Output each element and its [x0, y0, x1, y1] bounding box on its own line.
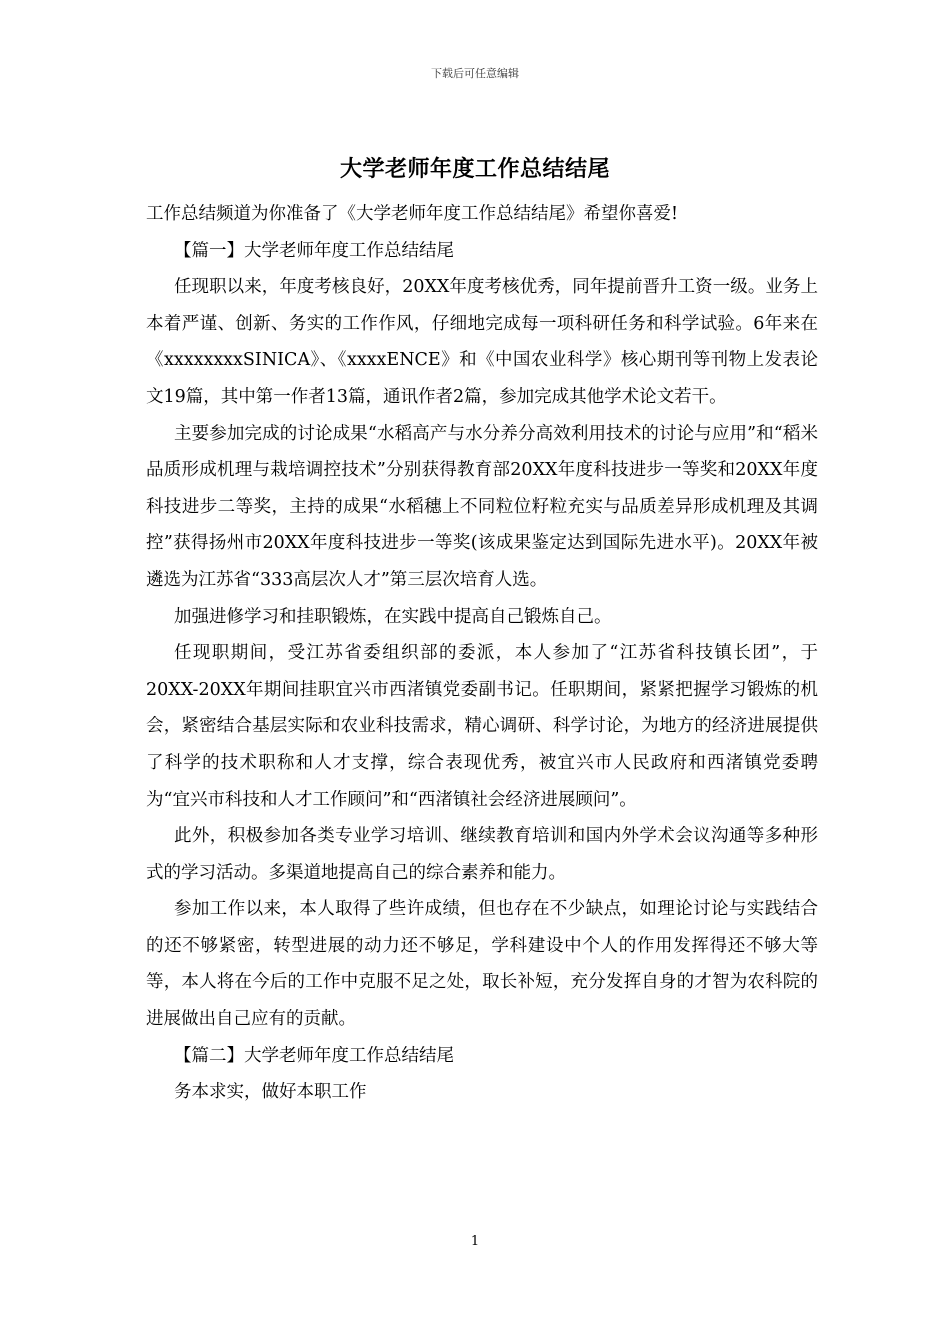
body-paragraph: 主要参加完成的讨论成果“水稻高产与水分养分高效利用技术的讨论与应用”和“稻米品质形成机理与栽培调控技术”分别获得教育部20XX年度科技进步一等奖和20XX年度科技进步二等奖，主持的成果“水稻穗上不同粒位籽粒充实与品质差异形成机理及其调控”获得扬州市20XX年度科技进步一等奖(该成果鉴定达到国际先进水平)。20XX年被遴选为江苏省“333高层次人才”第三层次培育人选。	[146, 423, 818, 590]
body-paragraph: 参加工作以来，本人取得了些许成绩，但也存在不少缺点，如理论讨论与实践结合的还不够紧密，转型进展的动力还不够足，学科建设中个人的作用发挥得还不够大等等，本人将在今后的工作中克服不足之处，取长补短，充分发挥自身的才智为农科院的进展做出自己应有的贡献。	[146, 899, 818, 1030]
body-paragraph: 任现职以来，年度考核良好，20XX年度考核优秀，同年提前晋升工资一级。业务上本着严谨、创新、务实的工作作风，仔细地完成每一项科研任务和科学试验。6年来在《xxxxxxxxSINICA》、《xxxxENCE》和《中国农业科学》核心期刊等刊物上发表论文19篇，其中第一作者13篇，通讯作者2篇，参加完成其他学术论文若干。	[146, 277, 818, 407]
page-number: 1	[470, 1234, 480, 1249]
header-note: 下载后可任意编辑	[431, 67, 519, 80]
body-paragraph: 务本求实，做好本职工作	[174, 1082, 367, 1103]
section-heading-part-two: 【篇二】大学老师年度工作总结结尾	[174, 1045, 454, 1066]
body-paragraph: 此外，积极参加各类专业学习培训、继续教育培训和国内外学术会议沟通等多种形式的学习活动。多渠道地提高自己的综合素养和能力。	[146, 826, 818, 883]
section-heading-part-one: 【篇一】大学老师年度工作总结结尾	[174, 240, 454, 261]
body-paragraph: 任现职期间，受江苏省委组织部的委派，本人参加了“江苏省科技镇长团”，于20XX-20XX年期间挂职宜兴市西渚镇党委副书记。任职期间，紧紧把握学习锻炼的机会，紧密结合基层实际和农业科技需求，精心调研、科学讨论，为地方的经济进展提供了科学的技术职称和人才支撑，综合表现优秀，被宜兴市人民政府和西渚镇党委聘为“宜兴市科技和人才工作顾问”和“西渚镇社会经济进展顾问”。	[146, 643, 818, 810]
document-title: 大学老师年度工作总结结尾	[339, 156, 610, 182]
document-body	[146, 196, 818, 1111]
body-paragraph: 加强进修学习和挂职锻炼，在实践中提高自己锻炼自己。	[174, 606, 612, 627]
intro-paragraph: 工作总结频道为你准备了《大学老师年度工作总结结尾》希望你喜爱!	[146, 204, 679, 224]
